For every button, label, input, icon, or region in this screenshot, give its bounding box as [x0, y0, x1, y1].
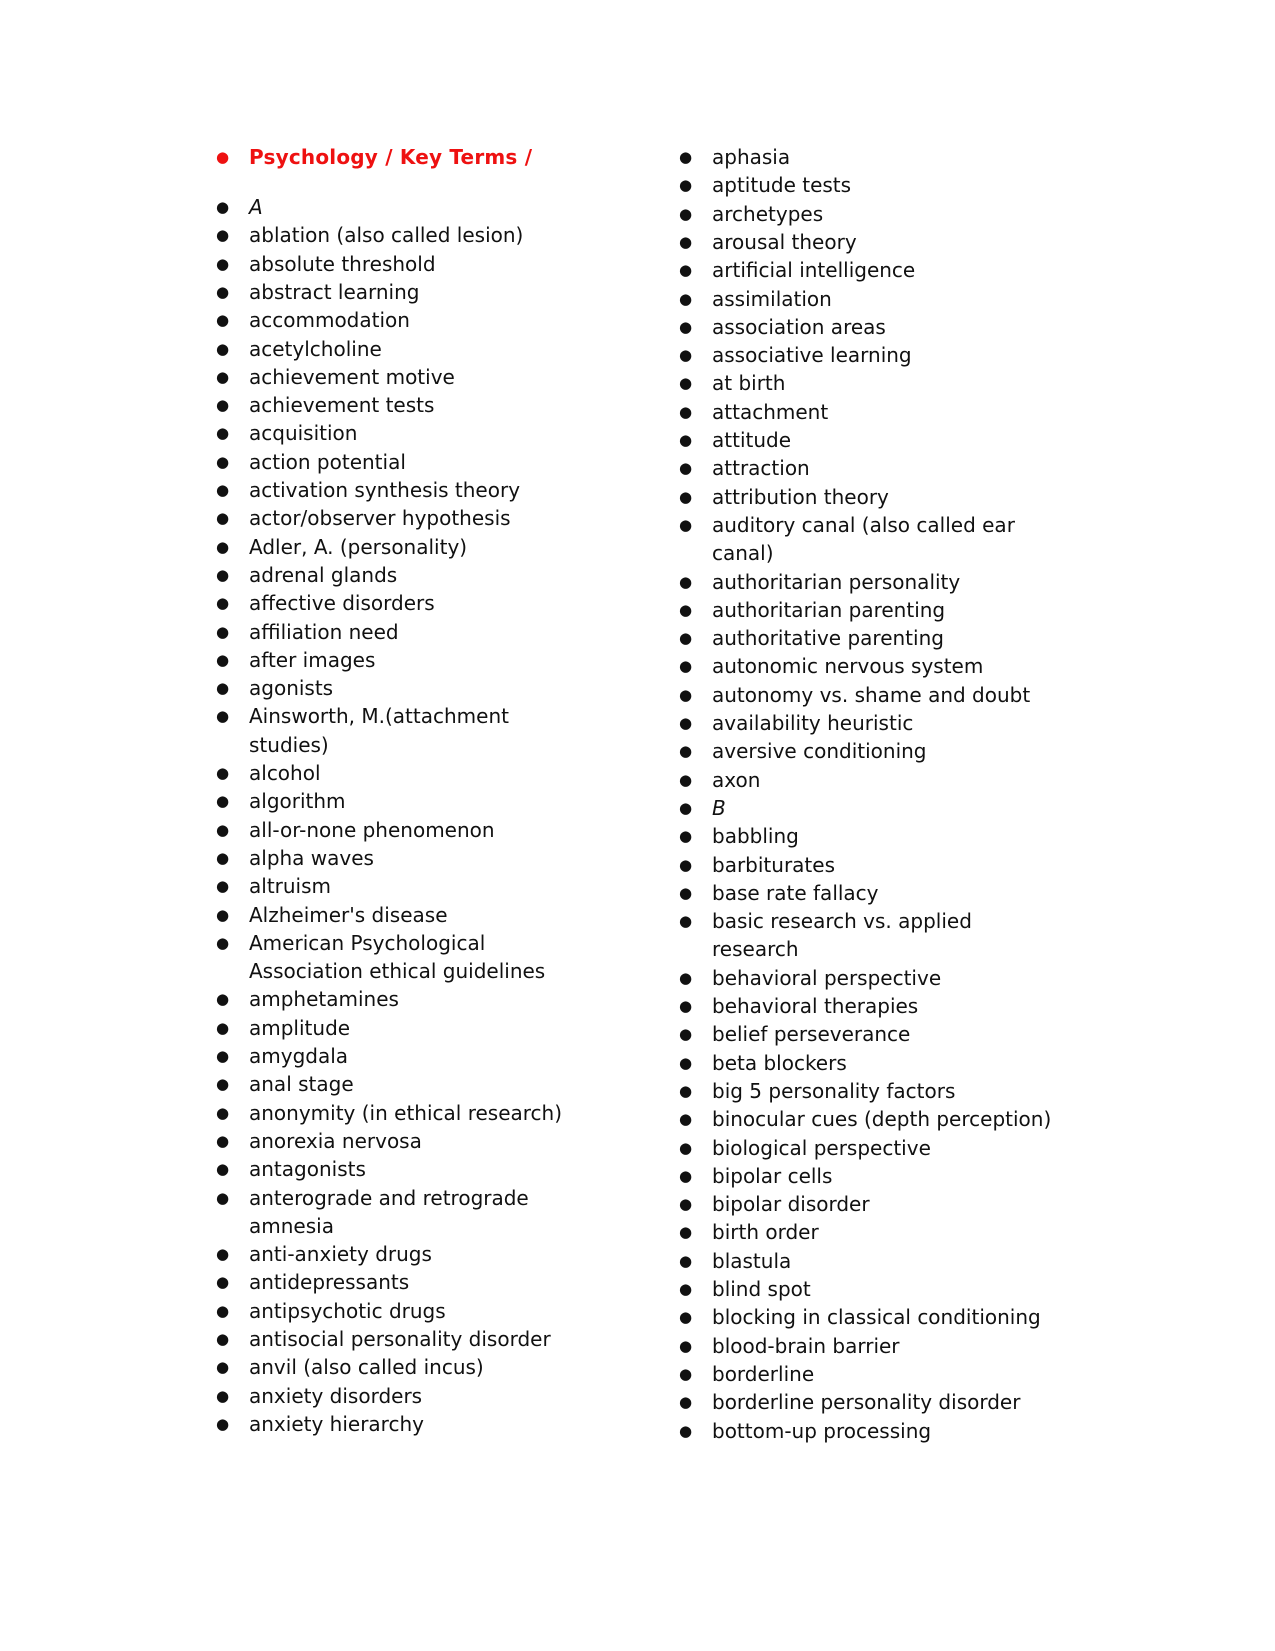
term-label: blastula: [712, 1248, 792, 1273]
bullet-icon: ●: [679, 1336, 693, 1355]
term-label: artificial intelligence: [712, 258, 916, 283]
term-item-adler-a-personality: [216, 533, 468, 561]
term-item-altruism: [216, 872, 332, 900]
bullet-icon: ●: [679, 1025, 693, 1044]
term-item-action-potential: [216, 448, 406, 476]
bullet-icon: ●: [679, 1364, 693, 1383]
term-label: belief perseverance: [712, 1022, 911, 1047]
bullet-icon: ●: [679, 261, 693, 280]
term-label-line: Association ethical guidelines: [249, 959, 546, 984]
term-label-line: studies): [249, 732, 329, 757]
term-item-aptitude-tests: [679, 171, 852, 199]
term-label: agonists: [249, 676, 334, 701]
term-item-anvil-also-called-incus: [216, 1353, 484, 1381]
term-item-alzheimer-s-disease: [216, 901, 448, 929]
term-item-affective-disorders: [216, 589, 435, 617]
bullet-icon: ●: [216, 1301, 230, 1320]
term-item-at-birth: [679, 369, 786, 397]
bullet-icon: ●: [216, 452, 230, 471]
bullet-icon: ●: [679, 459, 693, 478]
term-item-borderline-personality-disorder: [679, 1388, 1021, 1416]
bullet-icon: ●: [216, 481, 230, 499]
term-label-line: research: [712, 937, 799, 962]
term-item-autonomic-nervous-system: [679, 652, 984, 680]
term-label: bipolar cells: [712, 1163, 833, 1188]
term-label: autonomic nervous system: [712, 654, 984, 679]
bullet-icon: ●: [679, 431, 693, 449]
bullet-icon: ●: [216, 679, 230, 698]
term-label: [712, 907, 972, 964]
term-item-associative-learning: [679, 341, 912, 369]
term-label: attitude: [712, 428, 792, 452]
term-item-attitude: [679, 426, 792, 454]
term-item-amplitude: [216, 1014, 351, 1042]
term-item-borderline: [679, 1360, 815, 1388]
term-item-blastula: [679, 1247, 792, 1275]
term-label: borderline personality disorder: [712, 1390, 1021, 1415]
term-label: anti-anxiety drugs: [249, 1242, 432, 1267]
bullet-icon: ●: [679, 1421, 693, 1440]
term-label: actor/observer hypothesis: [249, 506, 511, 531]
term-label: algorithm: [249, 789, 346, 814]
term-item-agonists: [216, 674, 334, 702]
bullet-icon: ●: [679, 1223, 693, 1242]
term-item-assimilation: [679, 285, 832, 313]
term-label: adrenal glands: [249, 562, 398, 587]
term-item-adrenal-glands: [216, 561, 398, 589]
term-item-basic-research-vs-applied-research: [679, 907, 972, 964]
term-item-ablation-also-called-lesion: [216, 221, 524, 249]
term-item-attachment: [679, 398, 829, 426]
term-label: abstract learning: [249, 279, 420, 304]
bullet-icon: ●: [679, 770, 693, 789]
term-label-line: amnesia: [249, 1213, 334, 1238]
bullet-icon: ●: [679, 317, 693, 336]
bullet-icon: ●: [679, 176, 693, 195]
bullet-icon: ●: [679, 657, 693, 676]
bullet-icon: ●: [679, 883, 693, 902]
term-item-availability-heuristic: [679, 709, 914, 737]
term-label-line: basic research vs. applied: [712, 909, 972, 934]
term-label: anxiety hierarchy: [249, 1411, 424, 1436]
term-label: associative learning: [712, 343, 912, 368]
term-item-authoritarian-personality: [679, 568, 961, 596]
term-label: behavioral perspective: [712, 965, 942, 990]
bullet-icon: ●: [216, 1386, 230, 1405]
term-label: behavioral therapies: [712, 994, 919, 1018]
term-label-line: anterograde and retrograde: [249, 1185, 529, 1210]
term-item-bipolar-cells: [679, 1162, 833, 1190]
term-item-belief-perseverance: [679, 1020, 911, 1048]
term-label: aversive conditioning: [712, 739, 927, 764]
bullet-icon: ●: [216, 1273, 230, 1292]
bullet-icon: ●: [216, 792, 230, 811]
bullet-icon: ●: [216, 198, 230, 216]
term-label: association areas: [712, 314, 886, 339]
bullet-icon: ●: [679, 1308, 693, 1327]
term-label: base rate fallacy: [712, 880, 879, 905]
section-letter-a: [216, 193, 263, 221]
bullet-icon: ●: [679, 346, 693, 365]
bullet-icon: ●: [679, 487, 693, 506]
term-item-aphasia: [679, 143, 791, 171]
term-item-biological-perspective: [679, 1134, 931, 1162]
term-label: all-or-none phenomenon: [249, 817, 495, 842]
term-item-acquisition: [216, 419, 358, 447]
bullet-icon: ●: [216, 905, 230, 924]
term-label: absolute threshold: [249, 251, 436, 276]
term-item-blocking-in-classical-conditioning: [679, 1303, 1041, 1331]
term-label: A: [249, 195, 263, 219]
term-item-amygdala: [216, 1042, 349, 1070]
term-item-auditory-canal-also-called-ear-canal: [679, 511, 1015, 568]
term-label: Adler, A. (personality): [249, 534, 468, 559]
term-item-artificial-intelligence: [679, 256, 916, 284]
bullet-icon: ●: [679, 629, 693, 648]
term-item-amphetamines: [216, 985, 399, 1013]
term-label: binocular cues (depth perception): [712, 1107, 1052, 1132]
term-item-behavioral-perspective: [679, 964, 942, 992]
bullet-icon: ●: [216, 622, 230, 641]
term-label: achievement tests: [249, 393, 435, 418]
bullet-icon: ●: [216, 820, 230, 839]
bullet-icon: ●: [679, 1393, 693, 1412]
bullet-icon: ●: [679, 1081, 693, 1100]
term-item-big-5-personality-factors: [679, 1077, 956, 1105]
term-label: big 5 personality factors: [712, 1078, 956, 1103]
term-label: bottom-up processing: [712, 1418, 932, 1443]
bullet-icon: ●: [216, 764, 230, 782]
bullet-icon: ●: [679, 515, 693, 534]
bullet-icon: ●: [679, 148, 693, 166]
term-label: aphasia: [712, 145, 791, 169]
bullet-icon: ●: [216, 1330, 230, 1348]
bullet-icon: ●: [679, 714, 693, 732]
term-item-attribution-theory: [679, 483, 889, 511]
bullet-icon: ●: [679, 742, 693, 761]
term-label: bipolar disorder: [712, 1192, 870, 1217]
term-label: activation synthesis theory: [249, 478, 521, 502]
term-label: beta blockers: [712, 1050, 847, 1075]
term-label: babbling: [712, 824, 799, 849]
term-label: amphetamines: [249, 987, 399, 1012]
term-label: anxiety disorders: [249, 1383, 423, 1408]
term-label: after images: [249, 647, 376, 672]
term-item-achievement-motive: [216, 363, 455, 391]
bullet-icon: ●: [679, 1195, 693, 1214]
bullet-icon: ●: [216, 226, 230, 245]
term-item-abstract-learning: [216, 278, 420, 306]
bullet-icon: ●: [679, 997, 693, 1015]
term-item-antisocial-personality-disorder: [216, 1325, 551, 1353]
term-label: birth order: [712, 1220, 819, 1245]
term-item-blind-spot: [679, 1275, 811, 1303]
bullet-icon: ●: [216, 1245, 230, 1264]
term-item-affiliation-need: [216, 618, 399, 646]
term-item-birth-order: [679, 1218, 819, 1246]
term-label: blind spot: [712, 1277, 811, 1301]
bullet-icon: ●: [679, 1138, 693, 1157]
bullet-icon: ●: [679, 1280, 693, 1298]
term-item-anterograde-and-retrograde-amnesia: [216, 1184, 529, 1241]
term-label: axon: [712, 767, 761, 792]
term-label: altruism: [249, 874, 332, 899]
term-label: anonymity (in ethical research): [249, 1100, 563, 1125]
term-item-anxiety-hierarchy: [216, 1410, 424, 1438]
term-label: at birth: [712, 371, 786, 396]
term-label: attraction: [712, 456, 810, 481]
term-label: affiliation need: [249, 619, 399, 644]
term-label: assimilation: [712, 286, 832, 311]
term-item-bottom-up-processing: [679, 1417, 932, 1445]
bullet-icon: ●: [679, 912, 693, 931]
bullet-icon: ●: [679, 600, 693, 619]
term-item-accommodation: [216, 306, 410, 334]
term-label: attachment: [712, 399, 829, 424]
term-label: biological perspective: [712, 1135, 931, 1160]
term-label: acetylcholine: [249, 336, 382, 361]
term-item-blood-brain-barrier: [679, 1332, 900, 1360]
term-item-archetypes: [679, 200, 824, 228]
term-item-binocular-cues-depth-perception: [679, 1105, 1052, 1133]
term-item-all-or-none-phenomenon: [216, 816, 495, 844]
term-label: anal stage: [249, 1072, 354, 1097]
bullet-icon: ●: [679, 1166, 693, 1185]
bullet-icon: ●: [679, 1110, 693, 1129]
term-label: autonomy vs. shame and doubt: [712, 682, 1031, 707]
term-label: antipsychotic drugs: [249, 1298, 446, 1323]
term-item-babbling: [679, 822, 799, 850]
document-heading: [216, 143, 533, 171]
bullet-icon: ●: [216, 311, 230, 330]
term-item-after-images: [216, 646, 376, 674]
bullet-icon: ●: [216, 148, 230, 166]
bullet-icon: ●: [216, 254, 230, 273]
term-label-line: American Psychological: [249, 930, 486, 955]
term-label: antisocial personality disorder: [249, 1327, 551, 1351]
term-label: borderline: [712, 1361, 815, 1386]
bullet-icon: ●: [679, 374, 693, 393]
term-item-association-areas: [679, 313, 886, 341]
term-item-autonomy-vs-shame-and-doubt: [679, 681, 1031, 709]
term-item-beta-blockers: [679, 1049, 847, 1077]
bullet-icon: ●: [216, 848, 230, 867]
term-label: attribution theory: [712, 484, 889, 509]
term-item-anti-anxiety-drugs: [216, 1240, 432, 1268]
bullet-icon: ●: [216, 1075, 230, 1094]
term-label: action potential: [249, 449, 406, 474]
bullet-icon: ●: [216, 367, 230, 386]
term-label: [249, 702, 509, 759]
term-label: Alzheimer's disease: [249, 902, 448, 927]
bullet-icon: ●: [679, 232, 693, 251]
term-label: B: [712, 795, 726, 820]
bullet-icon: ●: [679, 685, 693, 704]
term-label: authoritarian parenting: [712, 597, 946, 622]
bullet-icon: ●: [216, 933, 230, 952]
term-item-aversive-conditioning: [679, 737, 927, 765]
term-label: alcohol: [249, 761, 321, 785]
term-item-arousal-theory: [679, 228, 857, 256]
bullet-icon: ●: [216, 990, 230, 1009]
term-label-line: auditory canal (also called ear: [712, 512, 1015, 537]
term-item-achievement-tests: [216, 391, 435, 419]
term-label: [249, 929, 545, 986]
bullet-icon: ●: [679, 968, 693, 987]
bullet-icon: ●: [216, 565, 230, 584]
bullet-icon: ●: [216, 594, 230, 613]
term-label: blood-brain barrier: [712, 1333, 900, 1358]
term-label: acquisition: [249, 421, 358, 446]
section-letter-b: [679, 794, 726, 822]
term-label: amygdala: [249, 1044, 349, 1068]
term-item-barbiturates: [679, 851, 835, 879]
term-item-american-psychological-association-ethic: [216, 929, 546, 986]
term-item-actor-observer-hypothesis: [216, 504, 511, 532]
bullet-icon: ●: [679, 402, 693, 421]
term-label: antidepressants: [249, 1270, 410, 1295]
term-label: anorexia nervosa: [249, 1128, 422, 1153]
term-item-acetylcholine: [216, 335, 382, 363]
term-label: aptitude tests: [712, 173, 852, 198]
bullet-icon: ●: [679, 1053, 693, 1072]
term-item-behavioral-therapies: [679, 992, 919, 1020]
term-item-anonymity-in-ethical-research: [216, 1099, 563, 1127]
bullet-icon: ●: [216, 1047, 230, 1065]
term-item-authoritarian-parenting: [679, 596, 946, 624]
term-item-alpha-waves: [216, 844, 374, 872]
bullet-icon: ●: [216, 877, 230, 896]
bullet-icon: ●: [216, 707, 230, 726]
bullet-icon: ●: [679, 827, 693, 846]
term-label: alpha waves: [249, 845, 374, 870]
term-item-bipolar-disorder: [679, 1190, 870, 1218]
bullet-icon: ●: [679, 1251, 693, 1270]
term-label: [712, 511, 1015, 568]
term-item-ainsworth-m-attachment-studies: [216, 702, 509, 759]
term-item-anxiety-disorders: [216, 1382, 423, 1410]
term-label: availability heuristic: [712, 711, 914, 735]
bullet-icon: ●: [679, 289, 693, 308]
bullet-icon: ●: [216, 1358, 230, 1377]
term-label: Psychology / Key Terms /: [249, 145, 533, 169]
term-label: ablation (also called lesion): [249, 223, 524, 248]
term-item-axon: [679, 766, 761, 794]
term-item-antidepressants: [216, 1268, 410, 1296]
term-label-line: canal): [712, 541, 774, 566]
term-item-antipsychotic-drugs: [216, 1297, 446, 1325]
term-label: accommodation: [249, 308, 410, 333]
term-item-algorithm: [216, 787, 346, 815]
bullet-icon: ●: [216, 1188, 230, 1207]
term-item-anorexia-nervosa: [216, 1127, 422, 1155]
bullet-icon: ●: [216, 424, 230, 443]
term-label: arousal theory: [712, 229, 857, 254]
bullet-icon: ●: [216, 650, 230, 669]
bullet-icon: ●: [679, 855, 693, 874]
term-item-authoritative-parenting: [679, 624, 944, 652]
bullet-icon: ●: [679, 572, 693, 591]
bullet-icon: ●: [216, 282, 230, 301]
term-label: amplitude: [249, 1015, 351, 1040]
term-label: [249, 1184, 529, 1241]
term-label: barbiturates: [712, 852, 835, 877]
term-item-antagonists: [216, 1155, 366, 1183]
bullet-icon: ●: [679, 798, 693, 817]
bullet-icon: ●: [216, 537, 230, 556]
bullet-icon: ●: [216, 396, 230, 415]
term-label: anvil (also called incus): [249, 1355, 484, 1380]
term-label: antagonists: [249, 1157, 366, 1182]
bullet-icon: ●: [216, 339, 230, 358]
bullet-icon: ●: [216, 509, 230, 528]
term-item-anal-stage: [216, 1070, 354, 1098]
bullet-icon: ●: [679, 204, 693, 223]
term-label: authoritative parenting: [712, 626, 944, 651]
term-item-activation-synthesis-theory: [216, 476, 521, 504]
bullet-icon: ●: [216, 1160, 230, 1179]
term-label: authoritarian personality: [712, 569, 961, 594]
term-item-alcohol: [216, 759, 321, 787]
term-item-attraction: [679, 454, 810, 482]
term-item-absolute-threshold: [216, 250, 436, 278]
term-item-base-rate-fallacy: [679, 879, 879, 907]
bullet-icon: ●: [216, 1103, 230, 1122]
term-label: blocking in classical conditioning: [712, 1305, 1041, 1330]
term-label: affective disorders: [249, 591, 435, 616]
bullet-icon: ●: [216, 1414, 230, 1433]
term-label-line: Ainsworth, M.(attachment: [249, 704, 509, 729]
bullet-icon: ●: [216, 1018, 230, 1037]
bullet-icon: ●: [216, 1131, 230, 1150]
term-label: achievement motive: [249, 364, 455, 389]
term-label: archetypes: [712, 201, 824, 226]
